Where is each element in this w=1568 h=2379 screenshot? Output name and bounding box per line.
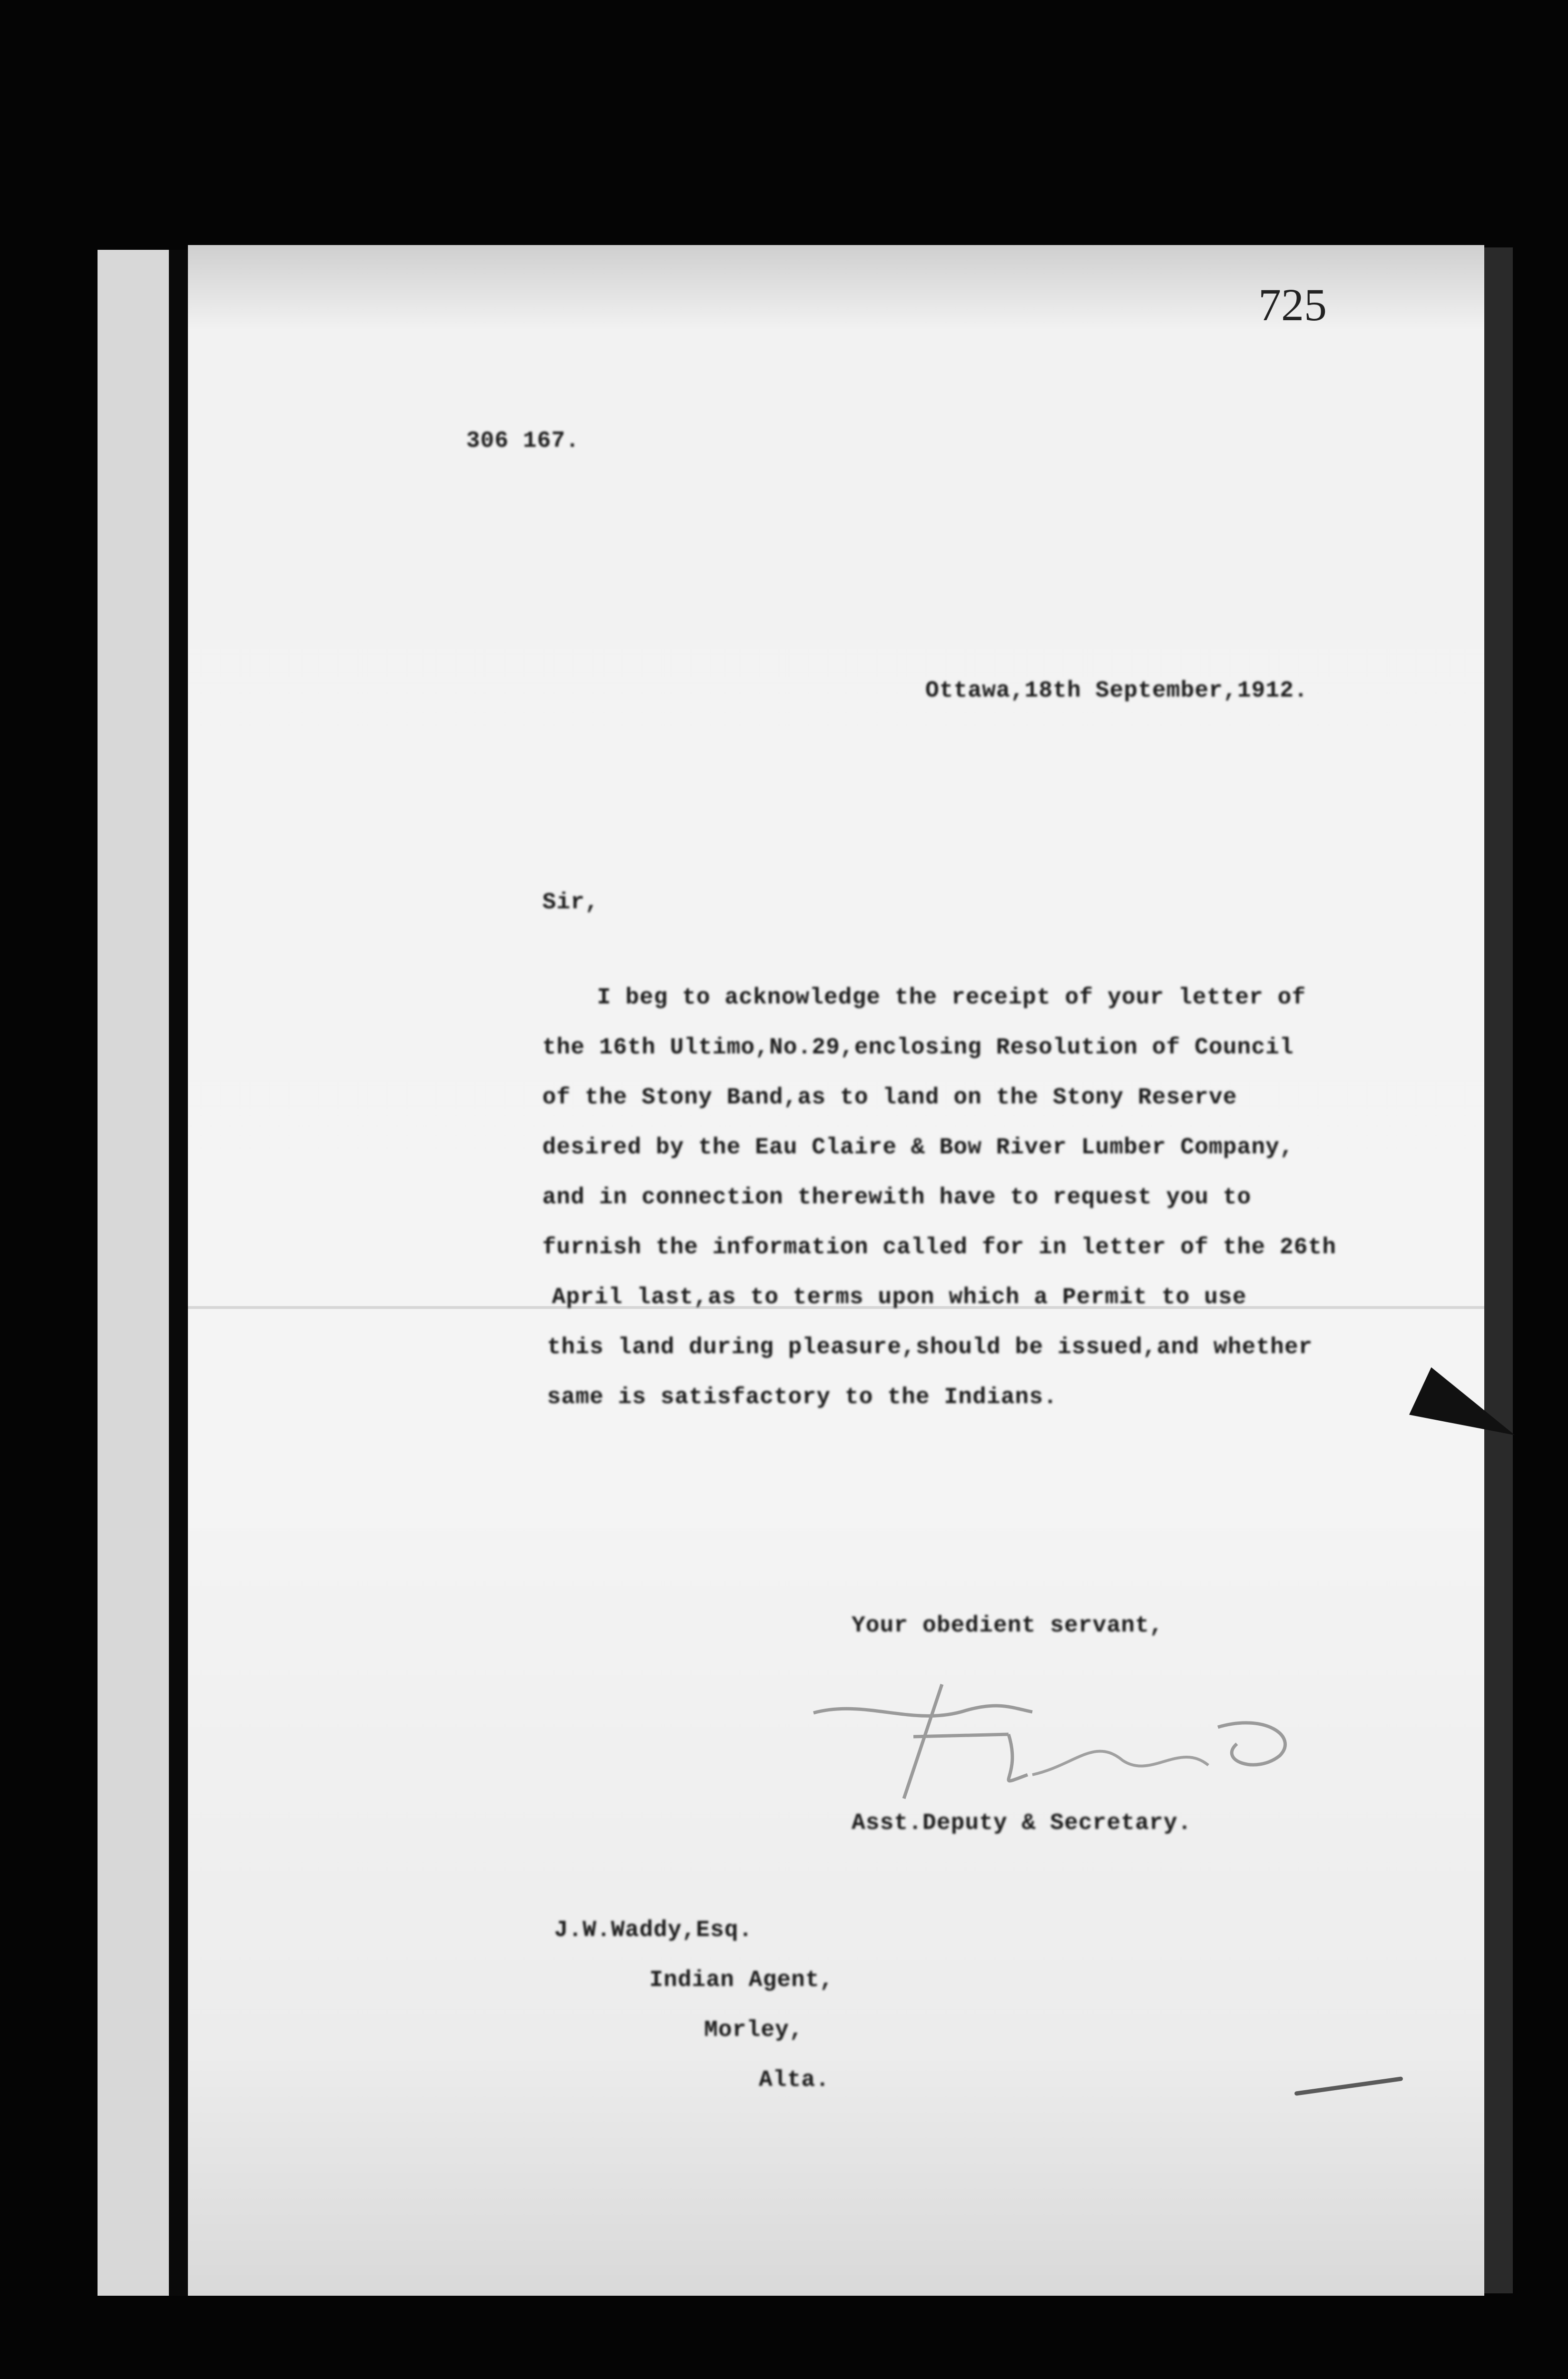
signatory-title: Asst.Deputy & Secretary. (852, 1810, 1192, 1836)
salutation: Sir, (542, 890, 599, 915)
page-edge (1484, 247, 1513, 2293)
folio-number: 725 (1258, 279, 1327, 330)
letter-page (188, 245, 1484, 2296)
address-line: Morley, (704, 2017, 804, 2043)
body-line: I beg to acknowledge the receipt of your letter of (597, 985, 1306, 1011)
body-line: same is satisfactory to the Indians. (547, 1385, 1058, 1410)
folio-left-strip (98, 250, 188, 2296)
dateline: Ottawa,18th September,1912. (925, 678, 1308, 704)
file-reference: 306 167. (466, 428, 580, 454)
body-line: furnish the information called for in letter of the 26th (542, 1235, 1337, 1260)
body-line: desired by the Eau Claire & Bow River Lumber Company, (542, 1135, 1294, 1160)
signature (809, 1656, 1308, 1813)
closing: Your obedient servant, (852, 1613, 1164, 1639)
body-line: and in connection therewith have to request you to (542, 1185, 1252, 1210)
address-line: Indian Agent, (649, 1967, 834, 1993)
body-line: the 16th Ultimo,No.29,enclosing Resolution of Council (542, 1035, 1294, 1061)
address-line: Alta. (759, 2067, 830, 2093)
body-line: of the Stony Band,as to land on the Stony Reserve (542, 1085, 1237, 1111)
body-line: April last,as to terms upon which a Permit to use (552, 1285, 1247, 1310)
address-line: J.W.Waddy,Esq. (554, 1917, 753, 1943)
body-line: this land during pleasure,should be issued,and whether (547, 1335, 1313, 1360)
